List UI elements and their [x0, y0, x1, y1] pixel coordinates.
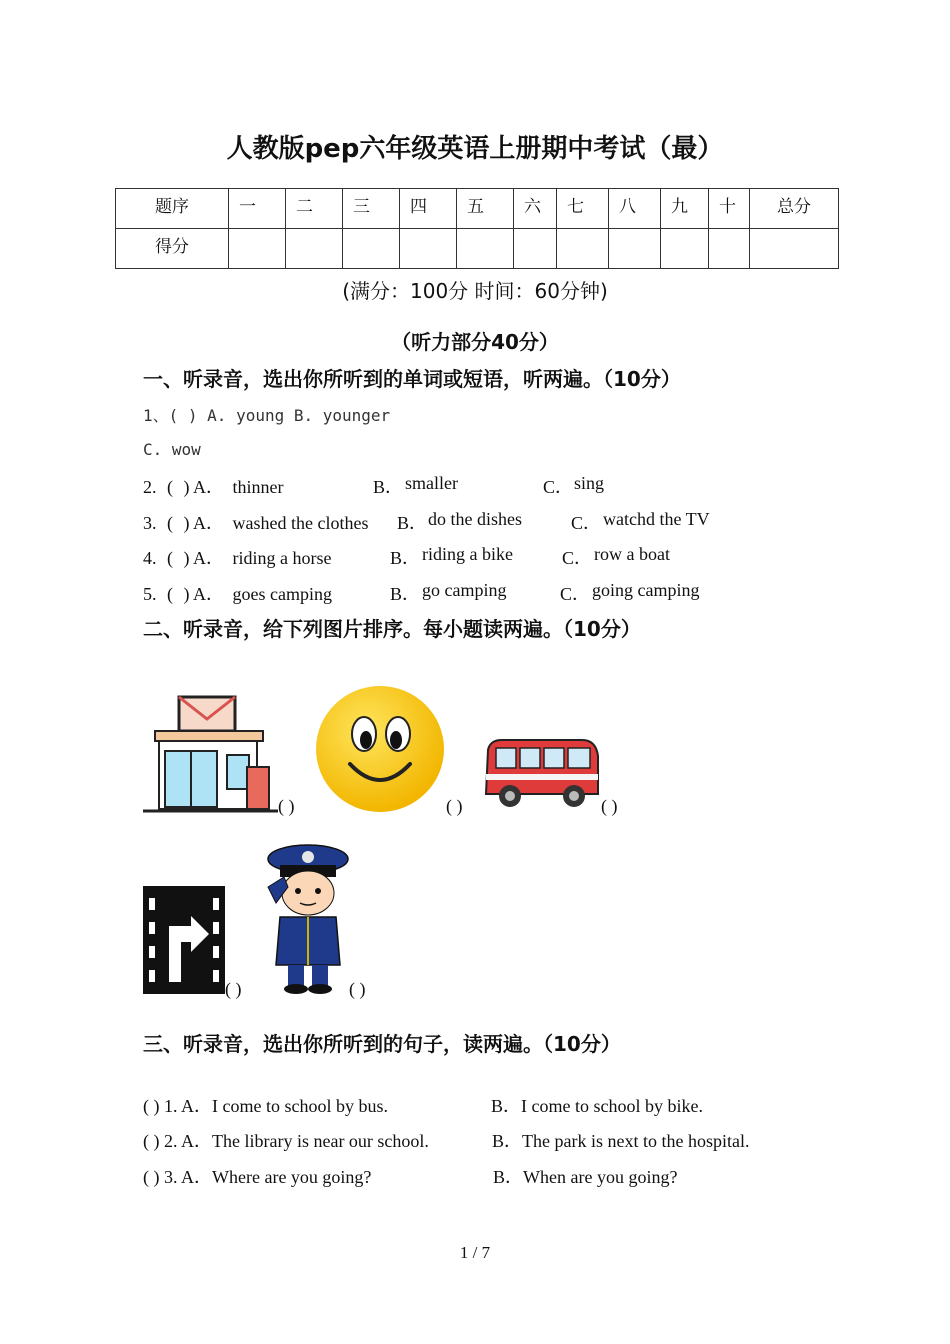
score-col-total: 总分 [750, 189, 839, 229]
section3-q3-b[interactable]: B．When are you going? [493, 1167, 678, 1187]
option-c-label: C． [560, 584, 591, 604]
option-a-label: ) A． [183, 548, 224, 568]
score-col-10: 十 [709, 189, 750, 229]
picture-3-answer[interactable]: ( ) [601, 796, 618, 816]
section3-q1-a[interactable]: ( ) 1. A．I come to school by bus. [143, 1096, 388, 1116]
question-2 [143, 473, 605, 499]
q-num: 5. [143, 584, 157, 604]
page-number: 1 / 7 [459, 1243, 491, 1262]
listening-heading: （听力部分40分） [391, 330, 559, 354]
option-a: goes camping [232, 584, 332, 604]
q-num: 2. [143, 477, 157, 497]
question-3 [143, 509, 710, 535]
page-title: 人教版pep六年级英语上册期中考试（最） [226, 134, 724, 164]
option-b: go camping [422, 580, 507, 600]
score-cell[interactable] [750, 229, 839, 269]
q-num: 3. [143, 513, 157, 533]
score-col-7: 七 [557, 189, 609, 229]
section3-q2-a[interactable]: ( ) 2. A．The library is near our school. [143, 1131, 429, 1151]
score-col-6: 六 [514, 189, 557, 229]
option-c-label: C． [571, 513, 602, 533]
q-num: 4. [143, 548, 157, 568]
option-b: smaller [405, 473, 458, 493]
option-c: row a boat [594, 544, 670, 564]
score-table-header-row [116, 189, 839, 229]
score-table [115, 188, 839, 269]
score-cell[interactable] [709, 229, 750, 269]
exam-info: (满分：100分 时间：60分钟) [342, 279, 608, 303]
turn-right-sign-icon [143, 886, 225, 994]
picture-1-answer[interactable]: ( ) [278, 796, 295, 816]
option-c: going camping [592, 580, 700, 600]
score-col-5: 五 [457, 189, 514, 229]
score-cell[interactable] [286, 229, 343, 269]
picture-2-answer[interactable]: ( ) [446, 796, 463, 816]
score-cell[interactable] [457, 229, 514, 269]
score-col-9: 九 [661, 189, 709, 229]
option-a-label: ) A． [183, 584, 224, 604]
question-1-line-2: C. wow [143, 440, 201, 459]
score-cell[interactable] [514, 229, 557, 269]
question-5 [143, 580, 700, 606]
score-col-8: 八 [609, 189, 661, 229]
score-col-4: 四 [400, 189, 457, 229]
score-cell[interactable] [557, 229, 609, 269]
section3-q2-b[interactable]: B．The park is next to the hospital. [492, 1131, 750, 1151]
question-1-line-1: 1、( ) A. young B. younger [143, 406, 391, 425]
option-b: riding a bike [422, 544, 513, 564]
score-cell[interactable] [609, 229, 661, 269]
option-c-label: C． [543, 477, 574, 497]
option-b-label: B． [390, 584, 421, 604]
answer-paren[interactable]: ( [167, 584, 173, 604]
option-b-label: B． [390, 548, 421, 568]
question-4 [143, 544, 670, 570]
section3-heading: 三、听录音，选出你所听到的句子，读两遍。（10分） [143, 1032, 621, 1056]
score-table-label-score: 得分 [116, 229, 229, 269]
smiley-face-icon [314, 684, 446, 814]
score-cell[interactable] [661, 229, 709, 269]
score-cell[interactable] [400, 229, 457, 269]
answer-paren[interactable]: ( [167, 513, 173, 533]
option-a: washed the clothes [232, 513, 369, 533]
score-col-1: 一 [229, 189, 286, 229]
option-a: thinner [232, 477, 284, 497]
score-table-score-row [116, 229, 839, 269]
score-cell[interactable] [229, 229, 286, 269]
section2-heading: 二、听录音，给下列图片排序。每小题读两遍。（10分） [143, 617, 641, 641]
picture-4-answer[interactable]: ( ) [225, 979, 242, 999]
option-a-label: ) A． [183, 477, 224, 497]
answer-paren[interactable]: ( [167, 477, 173, 497]
option-b: do the dishes [428, 509, 522, 529]
bus-icon [482, 736, 600, 812]
picture-5-answer[interactable]: ( ) [349, 979, 366, 999]
section3-q1-b[interactable]: B．I come to school by bike. [491, 1096, 703, 1116]
option-b-label: B． [373, 477, 404, 497]
option-a: riding a horse [232, 548, 332, 568]
score-table-label-order: 题序 [116, 189, 229, 229]
score-cell[interactable] [343, 229, 400, 269]
section1-heading: 一、听录音，选出你所听到的单词或短语，听两遍。（10分） [143, 367, 681, 391]
option-c-label: C． [562, 548, 593, 568]
option-c: watchd the TV [603, 509, 710, 529]
answer-paren[interactable]: ( [167, 548, 173, 568]
score-col-2: 二 [286, 189, 343, 229]
section3-q3-a[interactable]: ( ) 3. A．Where are you going? [143, 1167, 372, 1187]
option-c: sing [574, 473, 605, 493]
option-a-label: ) A． [183, 513, 224, 533]
score-col-3: 三 [343, 189, 400, 229]
policeman-icon [258, 843, 350, 995]
option-b-label: B． [397, 513, 428, 533]
post-office-icon [143, 693, 278, 815]
